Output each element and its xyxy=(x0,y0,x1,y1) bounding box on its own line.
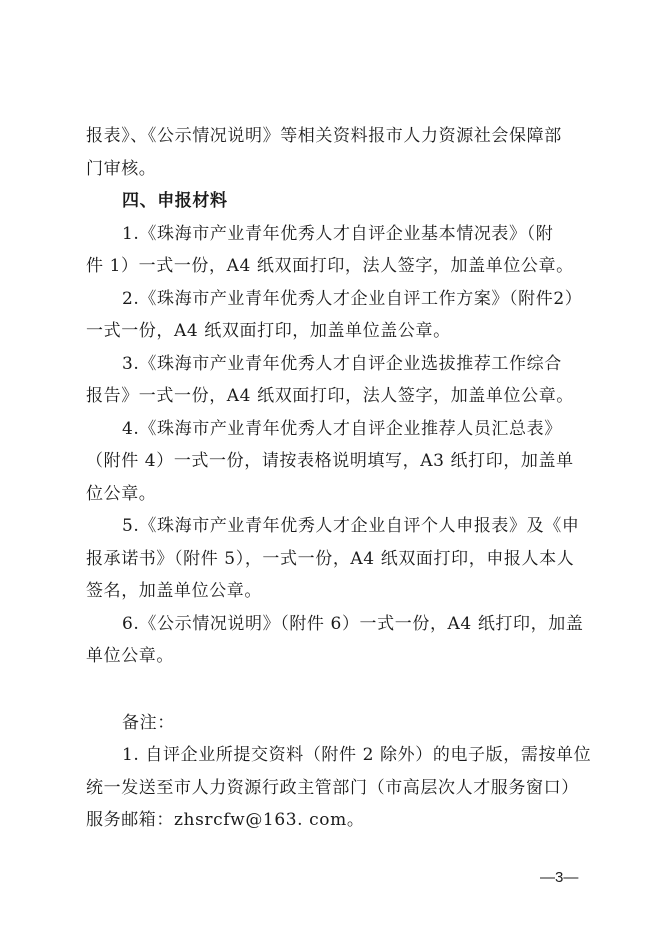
text-line: 报告》一式一份，A4 纸双面打印，法人签字，加盖单位公章。 xyxy=(86,386,574,406)
text-line: 门审核。 xyxy=(86,158,157,179)
text-line: 单位公章。 xyxy=(86,646,174,666)
text-line: 统一发送至市人力资源行政主管部门（市高层次人才服务窗口） xyxy=(86,777,579,798)
material-item-2 xyxy=(86,283,583,348)
page-number: —3— xyxy=(540,869,579,886)
note-item-1 xyxy=(86,739,592,837)
material-item-6 xyxy=(86,608,584,673)
material-item-1 xyxy=(86,218,580,283)
text-line: 报表》、《公示情况说明》等相关资料报市人力资源社会保障部 xyxy=(86,126,562,146)
text-line: 6.《公示情况说明》（附件 6）一式一份，A4 纸打印，加盖 xyxy=(122,613,584,634)
text-line: 位公章。 xyxy=(86,483,157,504)
text-line: 3.《珠海市产业青年优秀人才自评企业选拔推荐工作综合 xyxy=(122,353,562,374)
text-line: 报承诺书》（附件 5），一式一份，A4 纸双面打印，申报人本人 xyxy=(86,548,575,569)
material-item-5 xyxy=(86,510,580,608)
text-line: 服务邮箱：zhsrcfw@163. com。 xyxy=(86,810,365,830)
text-line: 5.《珠海市产业青年优秀人才企业自评个人申报表》及《申 xyxy=(122,516,580,536)
material-item-3 xyxy=(86,348,580,413)
text-line: 一式一份，A4 纸双面打印，加盖单位盖公章。 xyxy=(86,321,451,341)
text-line: 1.《珠海市产业青年优秀人才自评企业基本情况表》（附 xyxy=(122,223,554,244)
text-line: 4.《珠海市产业青年优秀人才自评企业推荐人员汇总表》 xyxy=(122,418,562,439)
material-item-4 xyxy=(86,413,580,511)
section-heading: 四、申报材料 xyxy=(122,191,228,211)
document-body xyxy=(86,120,592,837)
text-line: 件 1）一式一份，A4 纸双面打印，法人签字，加盖单位公章。 xyxy=(86,256,574,276)
text-line: 1. 自评企业所提交资料（附件 2 除外）的电子版，需按单位 xyxy=(122,745,592,765)
text-line: （附件 4）一式一份，请按表格说明填写，A3 纸打印，加盖单 xyxy=(86,451,574,471)
continuation-paragraph xyxy=(86,120,580,185)
blank-line xyxy=(86,673,580,707)
notes-label: 备注： xyxy=(122,712,175,733)
text-line: 签名，加盖单位公章。 xyxy=(86,581,262,601)
text-line: 2.《珠海市产业青年优秀人才企业自评工作方案》（附件2） xyxy=(122,288,583,309)
